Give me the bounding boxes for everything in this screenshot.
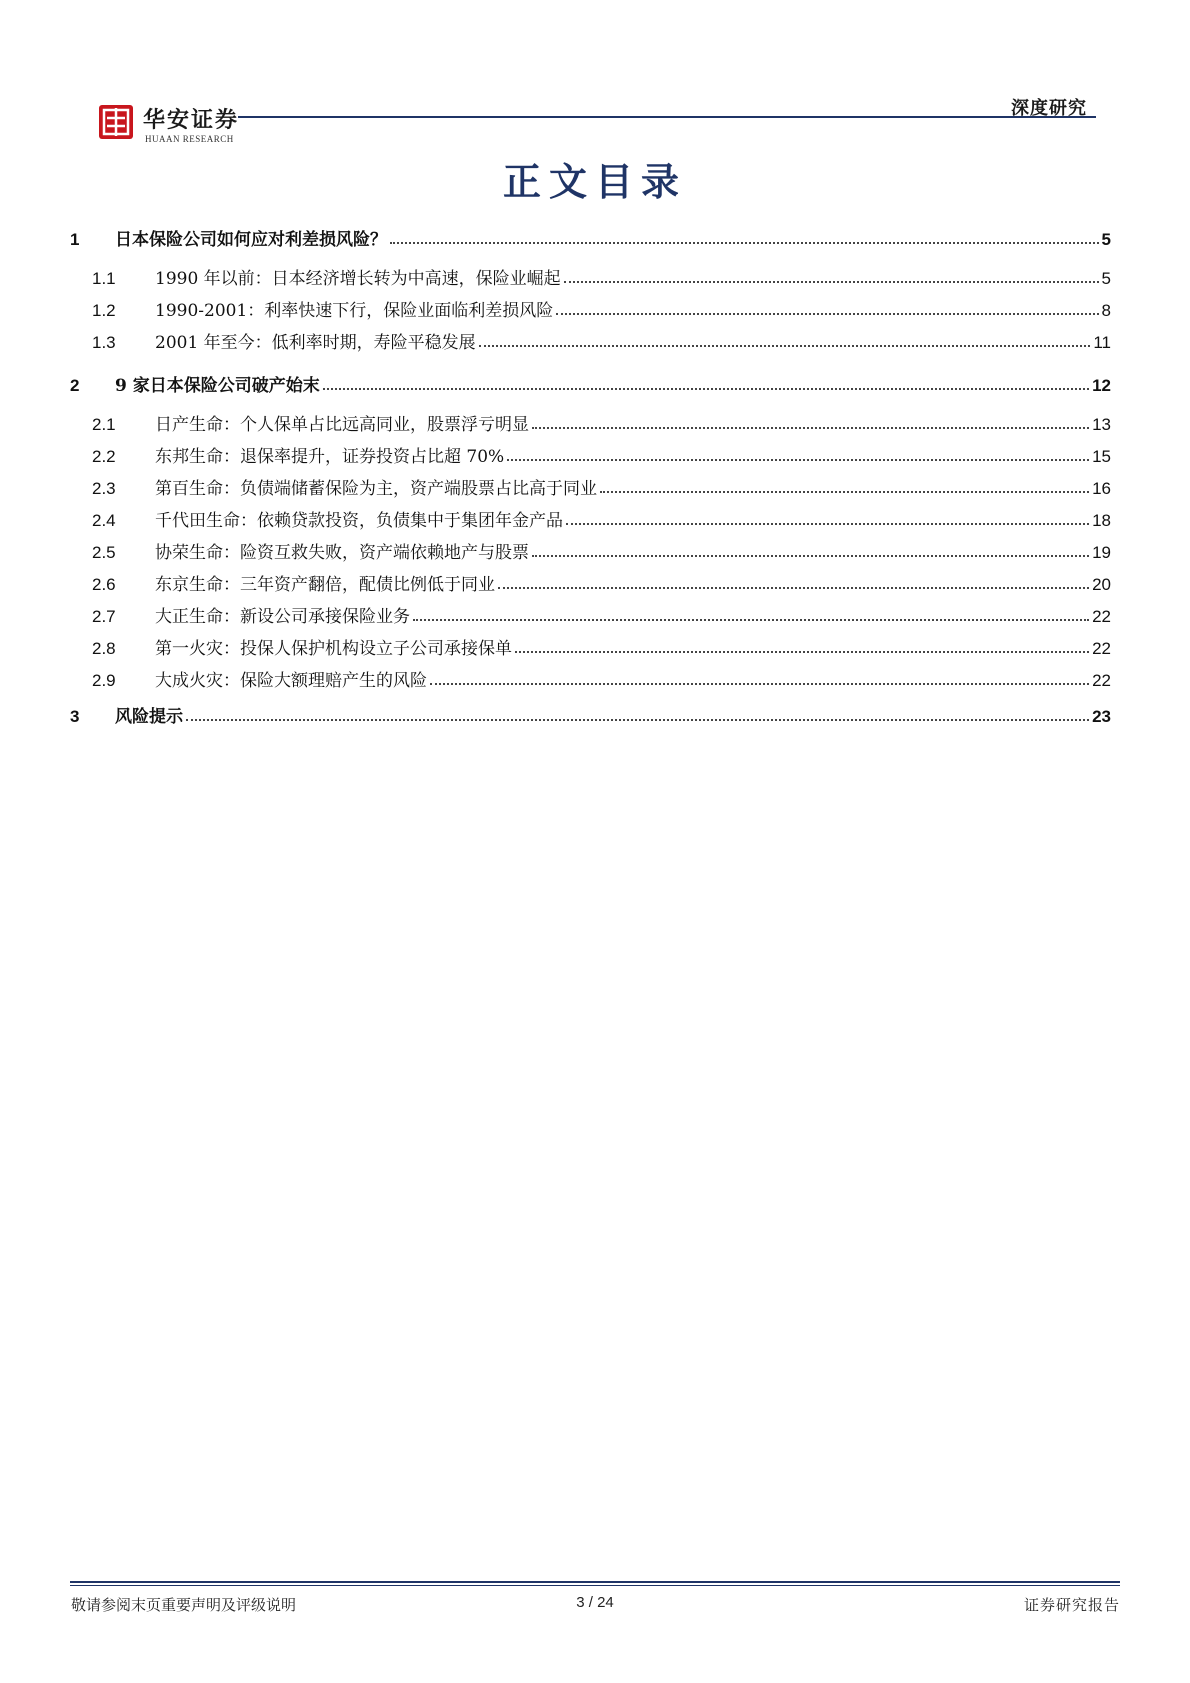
toc-leader-dots: [515, 651, 1089, 653]
company-logo-icon: [98, 104, 134, 140]
toc-leader-dots: [507, 459, 1089, 461]
report-type-tag: 深度研究: [1011, 98, 1087, 119]
toc-entry-title: 东京生命：三年资产翻倍，配债比例低于同业: [155, 575, 495, 595]
header-divider: [238, 116, 1096, 118]
toc-entry-page: 20: [1092, 575, 1111, 594]
toc-entry-page: 18: [1092, 511, 1111, 530]
toc-entry-number: 2.9: [92, 671, 116, 690]
toc-leader-dots: [390, 242, 1099, 244]
toc-entry[interactable]: [70, 263, 1111, 289]
toc-entry-title: 风险提示: [115, 707, 183, 727]
toc-entry-title: 日产生命：个人保单占比远高同业，股票浮亏明显: [155, 415, 529, 435]
toc-entry-page: 16: [1092, 479, 1111, 498]
toc-leader-dots: [323, 388, 1089, 390]
toc-leader-dots: [498, 587, 1089, 589]
toc-leader-dots: [413, 619, 1089, 621]
toc-entry-page: 12: [1092, 376, 1111, 395]
toc-leader-dots: [566, 523, 1089, 525]
toc-entry-title: 1990-2001：利率快速下行，保险业面临利差损风险: [155, 301, 554, 321]
toc-entry-number: 1.2: [92, 301, 116, 320]
toc-entry-title: 第一火灾：投保人保护机构设立子公司承接保单: [155, 639, 512, 659]
toc-entry-number: 2.4: [92, 511, 116, 530]
toc-leader-dots: [564, 281, 1099, 283]
toc-entry[interactable]: [70, 366, 1111, 396]
toc-entry[interactable]: [70, 665, 1111, 691]
footer-divider-thin: [70, 1585, 1120, 1586]
toc-leader-dots: [600, 491, 1089, 493]
toc-entry-number: 2.2: [92, 447, 116, 466]
toc-entry[interactable]: [70, 505, 1111, 531]
toc-entry[interactable]: [70, 441, 1111, 467]
page-number: 3 / 24: [576, 1594, 614, 1611]
toc-entry-title: 9 家日本保险公司破产始末: [115, 376, 320, 396]
toc-entry[interactable]: [70, 220, 1111, 250]
toc-entry-number: 3: [70, 707, 80, 726]
toc-entry-page: 13: [1092, 415, 1111, 434]
toc-entry-number: 2.6: [92, 575, 116, 594]
toc-entry-title: 2001 年至今：低利率时期，寿险平稳发展: [155, 333, 476, 353]
toc-entry-title: 协荣生命：险资互救失败，资产端依赖地产与股票: [155, 543, 529, 563]
toc-entry-number: 2.5: [92, 543, 116, 562]
brand-name-cn: 华安证券: [143, 107, 240, 133]
toc-entry[interactable]: [70, 569, 1111, 595]
toc-entry-title: 东邦生命：退保率提升，证券投资占比超 70%: [155, 447, 505, 467]
toc-leader-dots: [186, 719, 1089, 721]
toc-entry-number: 1: [70, 230, 80, 249]
toc-entry-title: 第百生命：负债端储蓄保险为主，资产端股票占比高于同业: [155, 479, 597, 499]
toc-entry-number: 1.1: [92, 269, 116, 288]
toc-leader-dots: [430, 683, 1089, 685]
toc-entry[interactable]: [70, 697, 1111, 727]
toc-leader-dots: [532, 555, 1089, 557]
toc-leader-dots: [556, 313, 1098, 315]
toc-entry[interactable]: [70, 327, 1111, 353]
toc-entry-number: 1.3: [92, 333, 116, 352]
toc-entry-title: 大成火灾：保险大额理赔产生的风险: [155, 671, 427, 691]
toc-entry-page: 22: [1092, 639, 1111, 658]
brand-name-en: HUAAN RESEARCH: [145, 134, 234, 144]
toc-entry-page: 5: [1101, 269, 1111, 288]
toc-entry-page: 22: [1092, 671, 1111, 690]
toc-entry-title: 千代田生命：依赖贷款投资，负债集中于集团年金产品: [155, 511, 563, 531]
toc-entry[interactable]: [70, 409, 1111, 435]
toc-entry-page: 23: [1092, 707, 1111, 726]
toc-entry-page: 5: [1101, 230, 1111, 249]
page-title: 正文目录: [502, 159, 687, 204]
footer-divider: [70, 1581, 1120, 1583]
toc-entry-title: 日本保险公司如何应对利差损风险？: [115, 230, 387, 250]
toc-entry[interactable]: [70, 473, 1111, 499]
toc-entry-page: 8: [1101, 301, 1111, 320]
toc-entry-page: 15: [1092, 447, 1111, 466]
footer-disclaimer: 敬请参阅末页重要声明及评级说明: [71, 1596, 297, 1614]
toc-entry[interactable]: [70, 537, 1111, 563]
footer-report-label: 证券研究报告: [1023, 1596, 1120, 1614]
toc-entry-number: 2.7: [92, 607, 116, 626]
toc-entry[interactable]: [70, 601, 1111, 627]
company-logo: [98, 104, 134, 140]
toc-entry-page: 19: [1092, 543, 1111, 562]
toc-entry-number: 2: [70, 376, 80, 395]
toc-leader-dots: [479, 345, 1091, 347]
toc-entry-number: 2.3: [92, 479, 116, 498]
toc-entry-number: 2.1: [92, 415, 116, 434]
toc-entry[interactable]: [70, 295, 1111, 321]
toc-entry[interactable]: [70, 633, 1111, 659]
toc-entry-number: 2.8: [92, 639, 116, 658]
toc-entry-page: 11: [1093, 333, 1111, 352]
toc-entry-page: 22: [1092, 607, 1111, 626]
table-of-contents: [70, 220, 1111, 740]
toc-entry-title: 1990 年以前：日本经济增长转为中高速，保险业崛起: [155, 269, 561, 289]
toc-leader-dots: [532, 427, 1089, 429]
toc-entry-title: 大正生命：新设公司承接保险业务: [155, 607, 410, 627]
